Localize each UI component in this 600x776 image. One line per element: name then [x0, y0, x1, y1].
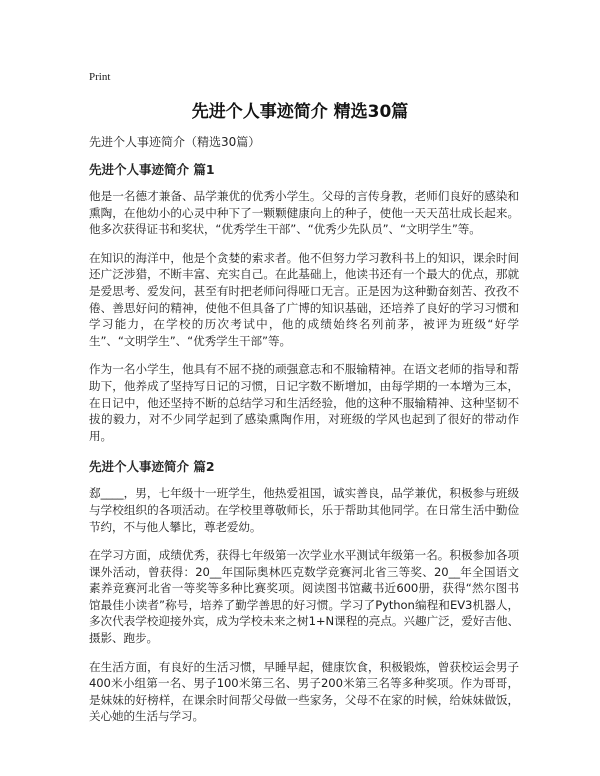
paragraph: 作为一名小学生，他具有不屈不挠的顽强意志和不服输精神。在语文老师的指导和帮助下，他养成了坚持写日记的习惯，日记字数不断增加，由每学期的一本增为三本，在日记中，他还坚持不断的总结学习和生活经验，他的这种不服输精神、这种坚韧不拔的毅力，对不少同学起到了感染熏陶作用，对班级的学风也起到了很好的带动作用。	[89, 362, 519, 443]
paragraph: 在学习方面，成绩优秀，获得七年级第一次学业水平测试年级第一名。积极参加各项课外活动，曾获得：20__年国际奥林匹克数学竞赛河北省三等奖、20__年全国语文素养竞赛河北省一等奖等多种比赛奖项。阅读图书馆藏书近600册，获得“然尔图书馆最佳小读者”称号，培养了勤学善思的好习惯。学习了Python编程和EV3机器人，多次代表学校迎接外宾，成为学校未来之树1+N课程的亮点。兴趣广泛，爱好吉他、摄影、跑步。	[89, 548, 519, 646]
paragraph: 郄____，男，七年级十一班学生，他热爱祖国，诚实善良，品学兼优，积极参与班级与学校组织的各项活动。在学校里尊敬师长，乐于帮助其他同学。在日常生活中勤俭节约，不与他人攀比，尊老爱幼。	[89, 486, 519, 534]
section-heading: 先进个人事迹简介 篇1	[89, 162, 215, 177]
section-2	[89, 458, 519, 725]
document-subtitle: 先进个人事迹简介（精选30篇）	[89, 135, 261, 149]
document-body	[89, 133, 519, 737]
paragraph: 在知识的海洋中，他是个贪婪的索求者。他不但努力学习教科书上的知识，课余时间还广泛涉猎，不断丰富、充实自己。在此基础上，他读书还有一个最大的优点，那就是爱思考、爱发问，甚至有时把老师问得哑口无言。正是因为这种勤奋刻苦、孜孜不倦、善思好问的精神，使他不但具备了广博的知识基础，还培养了良好的学习习惯和学习能力，在学校的历次考试中，他的成绩始终名列前茅，被评为班级“好学生”、“文明学生”、“优秀学生干部”等。	[89, 250, 519, 348]
section-1	[89, 161, 519, 444]
document-title: 先进个人事迹简介 精选30篇	[191, 102, 409, 122]
print-link[interactable]: Print	[89, 71, 111, 83]
section-heading: 先进个人事迹简介 篇2	[89, 459, 215, 475]
paragraph: 他是一名德才兼备、品学兼优的优秀小学生。父母的言传身教，老师们良好的感染和熏陶，在他幼小的心灵中种下了一颗颗健康向上的种子，使他一天天茁壮成长起来。他多次获得证书和奖状，“优秀学生干部”、“优秀少先队员”、“文明学生”等。	[89, 189, 519, 237]
paragraph: 在生活方面，有良好的生活习惯，早睡早起，健康饮食，积极锻炼，曾获校运会男子400米小组第一名、男子100米第三名、男子200米第三名等多种奖项。作为哥哥，是妹妹的好榜样，在课余时间帮父母做一些家务，父母不在家的时候，给妹妹做饭，关心她的生活与学习。	[89, 659, 519, 724]
